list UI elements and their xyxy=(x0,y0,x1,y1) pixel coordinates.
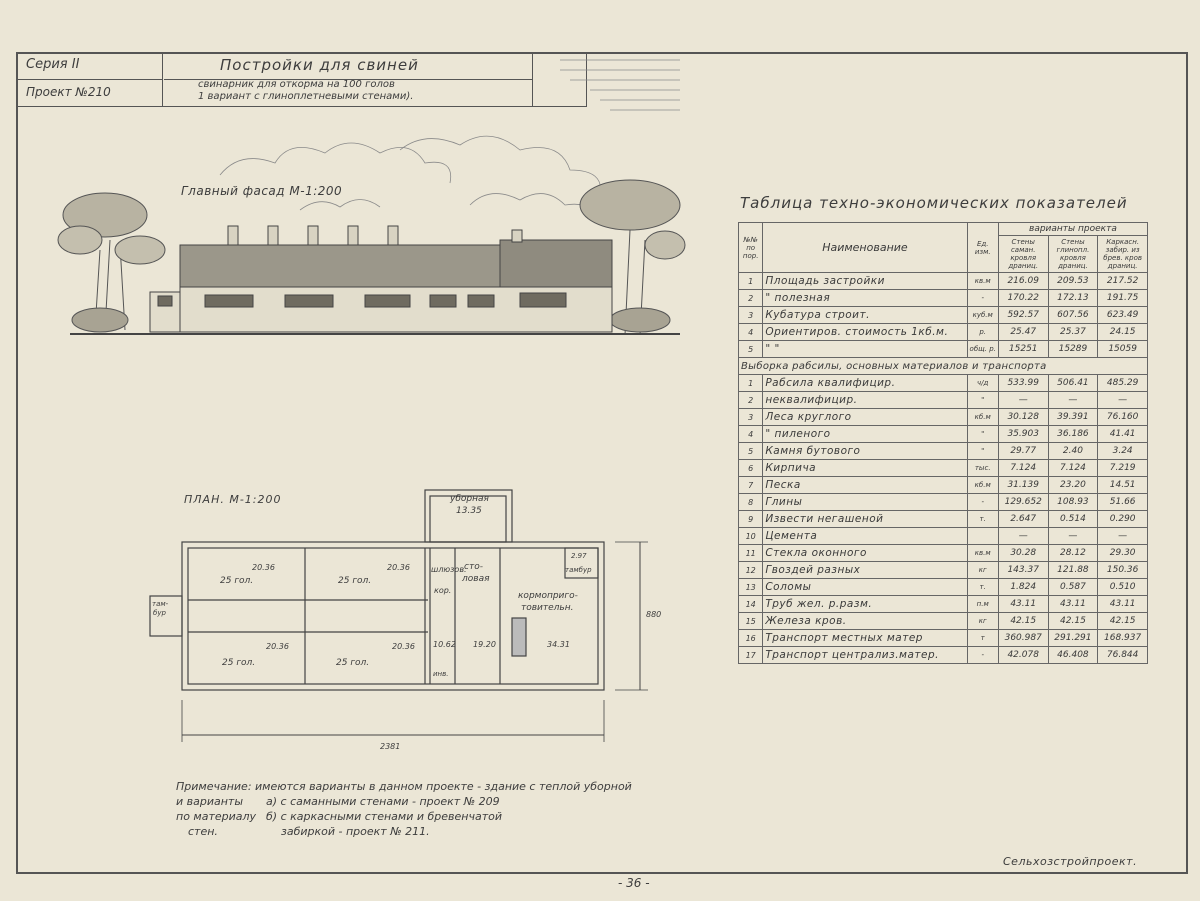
table-row xyxy=(739,392,1148,409)
table-row xyxy=(739,443,1148,460)
row-variant-1: 42.078 xyxy=(998,647,1048,664)
row-number: 4 xyxy=(739,324,763,341)
row-unit: ч/д xyxy=(967,375,998,392)
row-unit: кг xyxy=(967,562,998,579)
row-variant-2: 0.587 xyxy=(1048,579,1098,596)
row-variant-2: 42.15 xyxy=(1048,613,1098,630)
row-variant-2: 291.291 xyxy=(1048,630,1098,647)
kitchen-area: 34.31 xyxy=(547,640,570,649)
table-row xyxy=(739,307,1148,324)
series-label: Серия II xyxy=(26,57,80,72)
row-name: Песка xyxy=(763,477,967,494)
row-name: Кубатура строит. xyxy=(763,307,967,324)
row-variant-3: 43.11 xyxy=(1098,596,1148,613)
row-variant-3: 15059 xyxy=(1098,341,1148,358)
row-variant-1: 15251 xyxy=(998,341,1048,358)
dimension-width: 2381 xyxy=(380,742,401,751)
row-number: 13 xyxy=(739,579,763,596)
row-name: Ориентиров. стоимость 1кб.м. xyxy=(763,324,967,341)
note-line-2b: а) с саманными стенами - проект № 209 xyxy=(266,795,500,808)
row-name: неквалифицир. xyxy=(763,392,967,409)
table-row xyxy=(739,426,1148,443)
row-variant-1: 360.987 xyxy=(998,630,1048,647)
row-variant-2: 23.20 xyxy=(1048,477,1098,494)
row-number: 10 xyxy=(739,528,763,545)
row-variant-3: 168.937 xyxy=(1098,630,1148,647)
table-row xyxy=(739,324,1148,341)
row-variant-1: — xyxy=(998,392,1048,409)
row-number: 14 xyxy=(739,596,763,613)
vestibule-right-area: 2.97 xyxy=(571,552,587,560)
table-row xyxy=(739,273,1148,290)
pen-bl-area: 20.36 xyxy=(266,642,289,651)
row-name: Площадь застройки xyxy=(763,273,967,290)
row-variant-2: 172.13 xyxy=(1048,290,1098,307)
row-variant-2: 43.11 xyxy=(1048,596,1098,613)
row-unit: " xyxy=(967,426,998,443)
corridor-label-1: шлюзов. xyxy=(431,565,467,574)
row-variant-2: 2.40 xyxy=(1048,443,1098,460)
header-variant-2: Стены глинопл. кровля драниц. xyxy=(1048,236,1098,273)
note-line-2a: и варианты xyxy=(176,795,244,808)
row-name: Кирпича xyxy=(763,460,967,477)
row-number: 3 xyxy=(739,409,763,426)
row-unit: кв.м xyxy=(967,545,998,562)
row-unit: т xyxy=(967,630,998,647)
row-variant-2: — xyxy=(1048,528,1098,545)
row-number: 8 xyxy=(739,494,763,511)
row-variant-1: 2.647 xyxy=(998,511,1048,528)
row-unit: - xyxy=(967,494,998,511)
row-variant-2: 108.93 xyxy=(1048,494,1098,511)
row-variant-3: 191.75 xyxy=(1098,290,1148,307)
row-unit: куб.м xyxy=(967,307,998,324)
note-line-1: Примечание: имеются варианты в данном проекте - здание с теплой уборной xyxy=(176,780,632,793)
row-variant-3: 24.15 xyxy=(1098,324,1148,341)
row-name: Цемента xyxy=(763,528,967,545)
row-name: Камня бутового xyxy=(763,443,967,460)
row-number: 2 xyxy=(739,392,763,409)
floor-plan xyxy=(150,490,648,742)
note-line-3a: по материалу xyxy=(176,810,257,823)
row-variant-3: 14.51 xyxy=(1098,477,1148,494)
row-variant-2: 607.56 xyxy=(1048,307,1098,324)
row-unit: кг xyxy=(967,613,998,630)
note-line-3b: б) с каркасными стенами и бревенчатой xyxy=(266,810,502,823)
row-variant-1: 7.124 xyxy=(998,460,1048,477)
note-line-2 xyxy=(176,794,632,809)
dimension-height: 880 xyxy=(646,610,662,619)
row-number: 5 xyxy=(739,443,763,460)
pen-tl-label: 25 гол. xyxy=(220,576,254,586)
inventory-label: инв. xyxy=(433,670,449,678)
row-variant-3: — xyxy=(1098,392,1148,409)
row-variant-2: — xyxy=(1048,392,1098,409)
table-row xyxy=(739,341,1148,358)
kitchen-label-2: товительн. xyxy=(521,603,574,613)
row-variant-2: 7.124 xyxy=(1048,460,1098,477)
row-number: 9 xyxy=(739,511,763,528)
row-variant-3: 29.30 xyxy=(1098,545,1148,562)
row-variant-3: 42.15 xyxy=(1098,613,1148,630)
note-line-3 xyxy=(176,809,632,824)
table-body-materials xyxy=(739,375,1148,664)
row-unit: кб.м xyxy=(967,409,998,426)
header-variants: варианты проекта xyxy=(998,223,1147,236)
table-row xyxy=(739,596,1148,613)
pen-br-label: 25 гол. xyxy=(336,658,370,668)
table-header-row-1 xyxy=(739,223,1148,236)
subtitle-line2: 1 вариант с глинoплетневыми стенами). xyxy=(198,91,414,102)
table-row xyxy=(739,494,1148,511)
note-line-4 xyxy=(176,824,632,839)
toilet-area: 13.35 xyxy=(456,506,482,516)
plan-title: ПЛАН. М-1:200 xyxy=(184,493,282,506)
row-name: Извести негашеной xyxy=(763,511,967,528)
row-variant-1: 29.77 xyxy=(998,443,1048,460)
row-unit: кб.м xyxy=(967,477,998,494)
row-variant-2: 506.41 xyxy=(1048,375,1098,392)
row-variant-1: 25.47 xyxy=(998,324,1048,341)
row-variant-1: 216.09 xyxy=(998,273,1048,290)
table-row xyxy=(739,290,1148,307)
section-title: Выборка рабсилы, основных материалов и транспорта xyxy=(739,358,1148,375)
pen-br-area: 20.36 xyxy=(392,642,415,651)
row-variant-2: 36.186 xyxy=(1048,426,1098,443)
row-number: 17 xyxy=(739,647,763,664)
row-variant-2: 121.88 xyxy=(1048,562,1098,579)
organization-name: Сельхозстройпроект. xyxy=(1003,855,1138,868)
row-name: Транспорт местных матер xyxy=(763,630,967,647)
row-unit xyxy=(967,528,998,545)
row-unit: кв.м xyxy=(967,273,998,290)
row-unit: " xyxy=(967,443,998,460)
row-unit: т. xyxy=(967,511,998,528)
row-unit: п.м xyxy=(967,596,998,613)
row-name: Гвоздей разных xyxy=(763,562,967,579)
header-variant-3: Каркасн. забир. из брев. кров драниц. xyxy=(1098,236,1148,273)
subtitle-line1: свинарник для откорма на 100 голов xyxy=(198,79,395,90)
row-unit: - xyxy=(967,647,998,664)
row-number: 3 xyxy=(739,307,763,324)
pen-tr-area: 20.36 xyxy=(387,563,410,572)
row-unit: общ. р. xyxy=(967,341,998,358)
vestibule-left-label: там- xyxy=(152,600,169,608)
dining-label-2: ловая xyxy=(462,574,490,584)
row-variant-2: 25.37 xyxy=(1048,324,1098,341)
row-variant-3: 217.52 xyxy=(1098,273,1148,290)
row-variant-3: 623.49 xyxy=(1098,307,1148,324)
main-title: Постройки для свиней xyxy=(220,56,419,74)
toilet-label: уборная xyxy=(450,494,489,504)
row-variant-1: 129.652 xyxy=(998,494,1048,511)
row-variant-1: 30.128 xyxy=(998,409,1048,426)
project-number: Проект №210 xyxy=(26,85,111,99)
header-unit: Ед. изм. xyxy=(967,223,998,273)
header-num: №№ по пор. xyxy=(739,223,763,273)
row-variant-2: 15289 xyxy=(1048,341,1098,358)
row-variant-2: 46.408 xyxy=(1048,647,1098,664)
row-variant-3: 7.219 xyxy=(1098,460,1148,477)
table-row xyxy=(739,647,1148,664)
row-variant-3: 150.36 xyxy=(1098,562,1148,579)
table-row xyxy=(739,579,1148,596)
row-number: 4 xyxy=(739,426,763,443)
row-variant-3: — xyxy=(1098,528,1148,545)
table-body-indicators xyxy=(739,273,1148,358)
row-variant-1: 170.22 xyxy=(998,290,1048,307)
row-variant-3: 485.29 xyxy=(1098,375,1148,392)
row-unit: т. xyxy=(967,579,998,596)
header-variant-1: Стены саман. кровля драниц. xyxy=(998,236,1048,273)
row-variant-1: 30.28 xyxy=(998,545,1048,562)
table-row xyxy=(739,528,1148,545)
row-name: Леса круглого xyxy=(763,409,967,426)
note-line-4a: стен. xyxy=(188,825,218,838)
table-section-row xyxy=(739,358,1148,375)
vestibule-left-label-2: бур xyxy=(153,609,166,617)
row-number: 16 xyxy=(739,630,763,647)
row-name: Транспорт централиз.матер. xyxy=(763,647,967,664)
row-variant-3: 41.41 xyxy=(1098,426,1148,443)
row-variant-1: 533.99 xyxy=(998,375,1048,392)
row-variant-1: 43.11 xyxy=(998,596,1048,613)
row-variant-1: — xyxy=(998,528,1048,545)
row-variant-1: 42.15 xyxy=(998,613,1048,630)
table-row xyxy=(739,545,1148,562)
row-number: 11 xyxy=(739,545,763,562)
table-row xyxy=(739,460,1148,477)
row-name: " полезная xyxy=(763,290,967,307)
row-number: 5 xyxy=(739,341,763,358)
header-name: Наименование xyxy=(763,223,967,273)
pen-tr-label: 25 гол. xyxy=(338,576,372,586)
dining-area: 19.20 xyxy=(473,640,496,649)
pen-bl-label: 25 гол. xyxy=(222,658,256,668)
row-name: Железа кров. xyxy=(763,613,967,630)
kitchen-label-1: кормоприго- xyxy=(518,591,578,601)
page-number: - 36 - xyxy=(618,876,650,890)
technical-economic-table xyxy=(738,222,1148,664)
row-variant-1: 592.57 xyxy=(998,307,1048,324)
row-name: Труб жел. р.разм. xyxy=(763,596,967,613)
row-unit: - xyxy=(967,290,998,307)
row-variant-1: 143.37 xyxy=(998,562,1048,579)
row-variant-3: 3.24 xyxy=(1098,443,1148,460)
row-variant-1: 35.903 xyxy=(998,426,1048,443)
row-variant-3: 51.66 xyxy=(1098,494,1148,511)
table-row xyxy=(739,375,1148,392)
table-row xyxy=(739,562,1148,579)
row-variant-2: 0.514 xyxy=(1048,511,1098,528)
note-block xyxy=(176,779,632,839)
table-title: Таблица техно-экономических показателей xyxy=(740,194,1128,212)
row-variant-2: 28.12 xyxy=(1048,545,1098,562)
row-unit: тыс. xyxy=(967,460,998,477)
row-variant-3: 76.160 xyxy=(1098,409,1148,426)
row-name: Стекла оконного xyxy=(763,545,967,562)
row-number: 1 xyxy=(739,273,763,290)
row-variant-3: 76.844 xyxy=(1098,647,1148,664)
row-name: Соломы xyxy=(763,579,967,596)
table-row xyxy=(739,630,1148,647)
table-row xyxy=(739,409,1148,426)
row-number: 1 xyxy=(739,375,763,392)
row-number: 2 xyxy=(739,290,763,307)
row-number: 7 xyxy=(739,477,763,494)
row-variant-3: 0.510 xyxy=(1098,579,1148,596)
small-room-area: 10.62 xyxy=(433,640,456,649)
row-unit: р. xyxy=(967,324,998,341)
table-row xyxy=(739,477,1148,494)
row-unit: " xyxy=(967,392,998,409)
note-line-4b: забиркой - проект № 211. xyxy=(281,825,430,838)
row-number: 15 xyxy=(739,613,763,630)
facade-label: Главный фасад М-1:200 xyxy=(181,184,343,198)
row-variant-1: 31.139 xyxy=(998,477,1048,494)
row-variant-2: 39.391 xyxy=(1048,409,1098,426)
pen-tl-area: 20.36 xyxy=(252,563,275,572)
vestibule-right-label: тамбур xyxy=(565,566,592,574)
row-variant-1: 1.824 xyxy=(998,579,1048,596)
table-row xyxy=(739,613,1148,630)
row-name: " пиленого xyxy=(763,426,967,443)
row-number: 12 xyxy=(739,562,763,579)
table-row xyxy=(739,511,1148,528)
row-number: 6 xyxy=(739,460,763,477)
dining-label-1: сто- xyxy=(464,562,483,572)
corridor-label-2: кор. xyxy=(434,586,452,595)
row-variant-2: 209.53 xyxy=(1048,273,1098,290)
row-name: Рабсила квалифицир. xyxy=(763,375,967,392)
row-variant-3: 0.290 xyxy=(1098,511,1148,528)
row-name: Глины xyxy=(763,494,967,511)
row-name: " " xyxy=(763,341,967,358)
